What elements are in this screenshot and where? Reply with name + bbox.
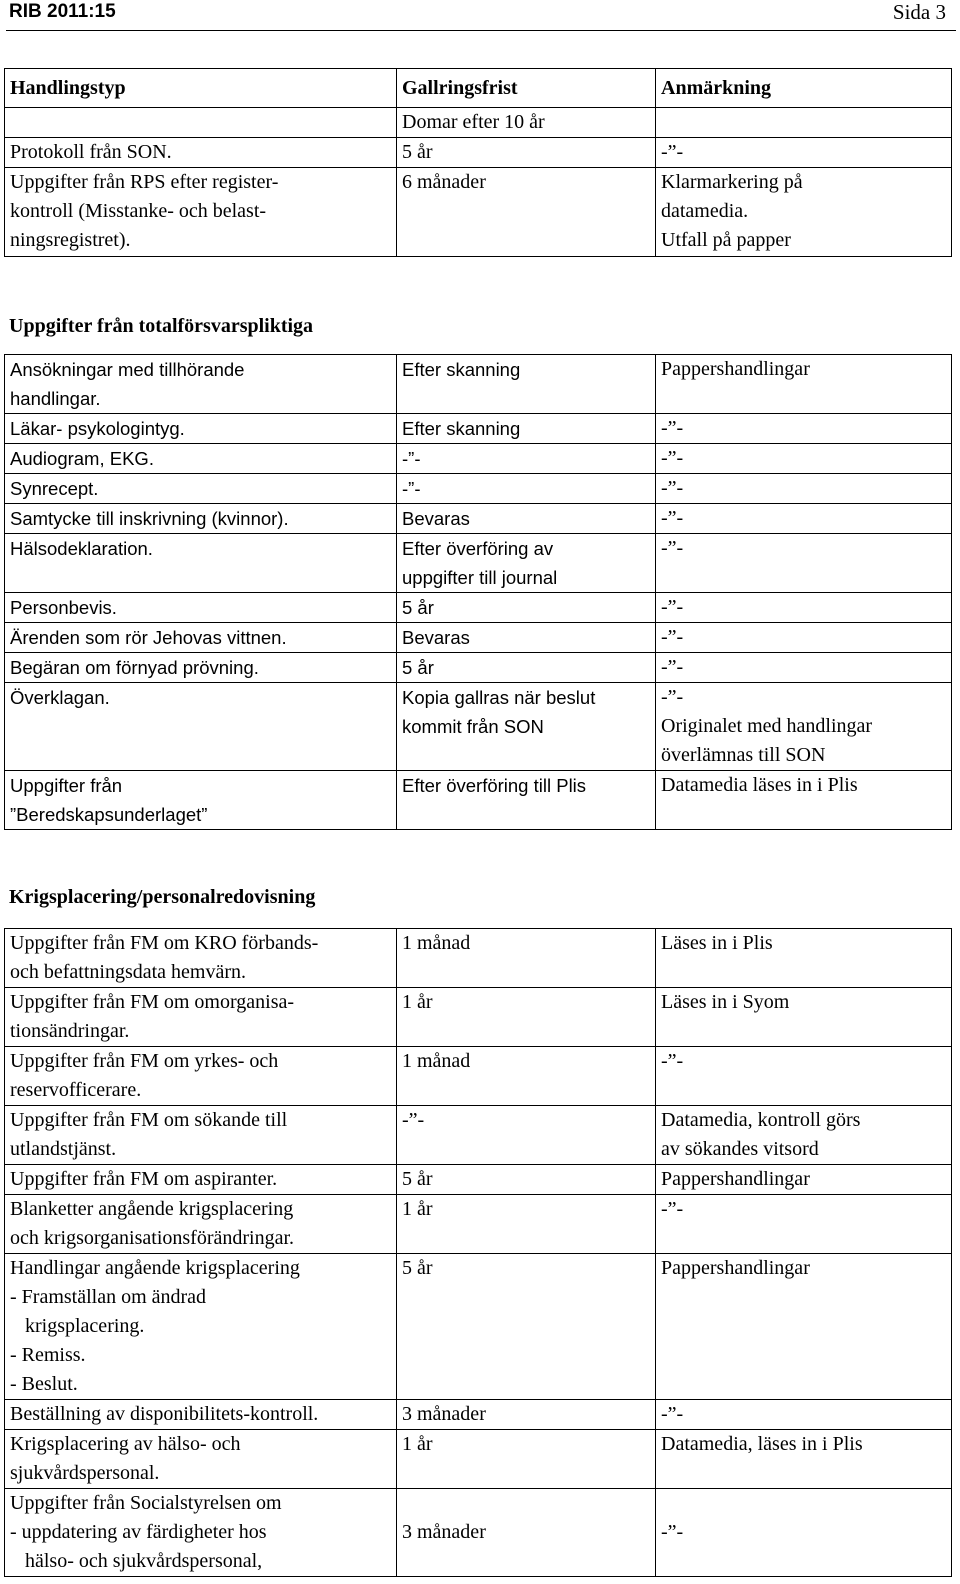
cell-text: 5 år xyxy=(402,141,433,163)
column-header-anmarkning: Anmärkning xyxy=(656,69,952,108)
table-cell xyxy=(5,653,397,683)
table-cell xyxy=(656,108,952,138)
table-cell xyxy=(397,444,656,474)
cell-text: 1 år xyxy=(402,1198,433,1220)
table-cell xyxy=(5,108,397,138)
table-row xyxy=(5,771,952,830)
cell-text: Beställning av disponibilitets-kontroll. xyxy=(10,1403,319,1425)
cell-text: Efter överföring av xyxy=(402,538,554,559)
cell-text: Uppgifter från FM om omorganisa- xyxy=(10,991,295,1013)
page-number: Sida 3 xyxy=(892,0,946,24)
table-cell xyxy=(656,138,952,168)
cell-text: -”- xyxy=(661,417,684,439)
table-cell xyxy=(397,1254,656,1400)
table-cell xyxy=(397,683,656,771)
table-cell xyxy=(656,1430,952,1489)
table-cell xyxy=(656,1400,952,1430)
table-row xyxy=(5,593,952,623)
table-cell xyxy=(656,929,952,988)
table-cell xyxy=(5,168,397,257)
cell-text: -”- xyxy=(661,537,684,559)
cell-text: -”- xyxy=(661,141,684,163)
cell-text: 5 år xyxy=(402,1257,433,1279)
cell-text: 1 år xyxy=(402,1433,433,1455)
table-row xyxy=(5,988,952,1047)
cell-text: -”- xyxy=(661,656,684,678)
cell-text: 6 månader xyxy=(402,171,486,193)
table-cell xyxy=(5,414,397,444)
table-cell xyxy=(397,1106,656,1165)
cell-text: - Remiss. xyxy=(10,1344,86,1366)
table-handlingstyp xyxy=(4,68,952,257)
table-cell xyxy=(5,1254,397,1400)
table-totalforsvarspliktiga xyxy=(4,354,952,830)
cell-text xyxy=(402,1489,655,1518)
table-row xyxy=(5,1165,952,1195)
table-row xyxy=(5,504,952,534)
cell-text: Uppgifter från FM om yrkes- och xyxy=(10,1050,279,1072)
table-cell xyxy=(397,1489,656,1577)
table-cell xyxy=(397,1430,656,1489)
cell-text: -”- xyxy=(661,1521,684,1543)
table-row xyxy=(5,1489,952,1577)
table-cell-pre: Domar efter 10 år xyxy=(397,108,656,138)
table-cell xyxy=(397,504,656,534)
table-cell xyxy=(397,534,656,593)
column-header-handlingstyp: Handlingstyp xyxy=(5,69,397,108)
table-cell xyxy=(656,444,952,474)
table-cell xyxy=(397,1400,656,1430)
table-cell xyxy=(5,988,397,1047)
cell-text: utlandstjänst. xyxy=(10,1138,117,1160)
cell-text: Ärenden som rör Jehovas vittnen. xyxy=(10,627,287,648)
cell-text: -”- xyxy=(661,626,684,648)
table-cell xyxy=(397,988,656,1047)
table-cell xyxy=(5,1047,397,1106)
cell-text: av sökandes vitsord xyxy=(661,1138,819,1160)
table-row xyxy=(5,534,952,593)
table-row xyxy=(5,474,952,504)
cell-text: 5 år xyxy=(402,1168,433,1190)
cell-text: Uppgifter från RPS efter register- xyxy=(10,171,279,193)
table-row xyxy=(5,1047,952,1106)
table-cell xyxy=(5,683,397,771)
cell-text: Läses in i Plis xyxy=(661,932,773,954)
table-cell xyxy=(397,168,656,257)
table-cell xyxy=(5,1195,397,1254)
table-cell xyxy=(5,534,397,593)
cell-text: sjukvårdspersonal. xyxy=(10,1462,160,1484)
table-cell xyxy=(5,771,397,830)
table-header-row xyxy=(5,69,952,108)
table-row xyxy=(5,355,952,414)
cell-text: 3 månader xyxy=(402,1403,486,1425)
cell-text: -”- xyxy=(661,1403,684,1425)
table-cell xyxy=(5,929,397,988)
table-krigsplacering xyxy=(4,928,952,1577)
table-cell xyxy=(656,1489,952,1577)
cell-text: -”- xyxy=(402,448,421,469)
cell-text: och krigsorganisationsförändringar. xyxy=(10,1227,295,1249)
cell-text: tionsändringar. xyxy=(10,1020,130,1042)
cell-text: Pappershandlingar xyxy=(661,358,810,380)
cell-text: Krigsplacering av hälso- och xyxy=(10,1433,241,1455)
table-cell xyxy=(656,1106,952,1165)
table-row xyxy=(5,623,952,653)
table-cell xyxy=(656,683,952,771)
cell-text: 3 månader xyxy=(402,1521,486,1543)
table-cell xyxy=(656,355,952,414)
document-id: RIB 2011:15 xyxy=(9,1,116,22)
table-row xyxy=(5,1254,952,1400)
table-cell xyxy=(397,593,656,623)
table-cell xyxy=(656,1254,952,1400)
cell-text: handlingar. xyxy=(10,388,101,409)
table-cell xyxy=(5,504,397,534)
table-cell xyxy=(397,1195,656,1254)
cell-text: Uppgifter från FM om sökande till xyxy=(10,1109,288,1131)
table-row xyxy=(5,1106,952,1165)
cell-text: Protokoll från SON. xyxy=(10,141,172,163)
table-cell xyxy=(397,929,656,988)
table-row xyxy=(5,444,952,474)
cell-text: 1 månad xyxy=(402,1050,471,1072)
cell-text: Läses in i Syom xyxy=(661,991,790,1013)
table-cell xyxy=(5,444,397,474)
table-cell xyxy=(656,534,952,593)
section-title-krigsplacering: Krigsplacering/personalredovisning xyxy=(9,886,316,908)
table-cell xyxy=(656,414,952,444)
cell-text: -”- xyxy=(661,1050,684,1072)
cell-text xyxy=(661,1489,951,1518)
cell-text: Bevaras xyxy=(402,627,470,648)
table-cell xyxy=(397,1165,656,1195)
cell-text: 1 år xyxy=(402,991,433,1013)
table-cell xyxy=(5,1489,397,1577)
table-cell xyxy=(656,1047,952,1106)
table-cell xyxy=(656,1195,952,1254)
cell-text: Läkar- psykologintyg. xyxy=(10,418,185,439)
cell-text: Datamedia läses in i Plis xyxy=(661,774,858,796)
cell-text: -”- xyxy=(402,1109,425,1131)
cell-text: -”- xyxy=(661,507,684,529)
cell-text: reservofficerare. xyxy=(10,1079,142,1101)
cell-text: Överklagan. xyxy=(10,687,110,708)
table-row xyxy=(5,108,952,138)
cell-text: - Beslut. xyxy=(10,1373,78,1395)
table-row xyxy=(5,653,952,683)
table-row xyxy=(5,1430,952,1489)
cell-text: Audiogram, EKG. xyxy=(10,448,154,469)
cell-text: - Framställan om ändrad xyxy=(10,1286,207,1308)
table-cell xyxy=(656,593,952,623)
table-cell xyxy=(656,1165,952,1195)
table-cell xyxy=(5,1400,397,1430)
table-cell xyxy=(397,414,656,444)
table-row xyxy=(5,1195,952,1254)
cell-text: Uppgifter från FM om aspiranter. xyxy=(10,1168,278,1190)
table-cell xyxy=(5,593,397,623)
table-cell xyxy=(397,623,656,653)
table-cell xyxy=(397,355,656,414)
table-cell xyxy=(656,653,952,683)
table-cell xyxy=(5,474,397,504)
cell-text: -”- xyxy=(661,1198,684,1220)
table-cell xyxy=(5,138,397,168)
cell-text: Klarmarkering på xyxy=(661,171,803,193)
table-cell xyxy=(5,1430,397,1489)
section-title-totalforsvarspliktiga: Uppgifter från totalförsvarspliktiga xyxy=(9,315,314,337)
cell-text: uppgifter till journal xyxy=(402,567,558,588)
table-cell xyxy=(656,168,952,257)
table-cell xyxy=(656,988,952,1047)
cell-text: Uppgifter från Socialstyrelsen om xyxy=(10,1492,282,1514)
table-row xyxy=(5,929,952,988)
table-cell xyxy=(397,771,656,830)
table-row xyxy=(5,138,952,168)
table-cell xyxy=(397,474,656,504)
table-row xyxy=(5,1400,952,1430)
cell-text: Bevaras xyxy=(402,508,470,529)
cell-text: Efter skanning xyxy=(402,359,521,380)
column-header-gallringsfrist: Gallringsfrist xyxy=(397,69,656,108)
cell-text: Originalet med handlingar xyxy=(661,715,873,737)
table-cell xyxy=(656,474,952,504)
cell-text: Personbevis. xyxy=(10,597,117,618)
cell-text: 5 år xyxy=(402,657,434,678)
cell-text: ningsregistret). xyxy=(10,229,131,251)
cell-text: Pappershandlingar xyxy=(661,1257,810,1279)
table-cell xyxy=(5,355,397,414)
cell-text: krigsplacering. xyxy=(10,1315,145,1337)
cell-text: Utfall på papper xyxy=(661,229,791,251)
cell-text: hälso- och sjukvårdspersonal, xyxy=(10,1550,263,1572)
cell-text: Handlingar angående krigsplacering xyxy=(10,1257,300,1279)
table-cell xyxy=(656,771,952,830)
table-cell xyxy=(397,1047,656,1106)
table-cell xyxy=(5,1165,397,1195)
cell-text: -”- xyxy=(661,596,684,618)
cell-text: Datamedia, läses in i Plis xyxy=(661,1433,863,1455)
cell-text: Uppgifter från FM om KRO förbands- xyxy=(10,932,319,954)
table-cell xyxy=(397,138,656,168)
cell-text: ”Beredskapsunderlaget” xyxy=(10,804,208,825)
cell-text: Datamedia, kontroll görs xyxy=(661,1109,861,1131)
table-cell xyxy=(656,504,952,534)
cell-text: -”- xyxy=(661,477,684,499)
cell-text: Kopia gallras när beslut xyxy=(402,687,596,708)
cell-text: - uppdatering av färdigheter hos xyxy=(10,1521,267,1543)
table-cell xyxy=(5,623,397,653)
table-row xyxy=(5,414,952,444)
cell-text: datamedia. xyxy=(661,200,749,222)
cell-text: Ansökningar med tillhörande xyxy=(10,359,245,380)
table-cell xyxy=(5,1106,397,1165)
cell-text: Samtycke till inskrivning (kvinnor). xyxy=(10,508,289,529)
cell-text: 5 år xyxy=(402,597,434,618)
cell-text: Uppgifter från xyxy=(10,775,123,796)
cell-text: -”- xyxy=(661,686,684,708)
cell-text: -”- xyxy=(402,478,421,499)
cell-text: Synrecept. xyxy=(10,478,99,499)
cell-text: överlämnas till SON xyxy=(661,744,826,766)
header-rule xyxy=(6,30,956,31)
cell-text: Begäran om förnyad prövning. xyxy=(10,657,259,678)
cell-text: Efter överföring till Plis xyxy=(402,775,587,796)
table-cell xyxy=(397,653,656,683)
table-cell xyxy=(656,623,952,653)
cell-text: -”- xyxy=(661,447,684,469)
cell-text: Pappershandlingar xyxy=(661,1168,810,1190)
cell-text: Efter skanning xyxy=(402,418,521,439)
table-row xyxy=(5,683,952,771)
cell-text: kontroll (Misstanke- och belast- xyxy=(10,200,267,222)
table-row xyxy=(5,168,952,257)
cell-text: Blanketter angående krigsplacering xyxy=(10,1198,294,1220)
cell-text: 1 månad xyxy=(402,932,471,954)
cell-text: och befattningsdata hemvärn. xyxy=(10,961,247,983)
cell-text: Hälsodeklaration. xyxy=(10,538,153,559)
cell-text: kommit från SON xyxy=(402,716,544,737)
